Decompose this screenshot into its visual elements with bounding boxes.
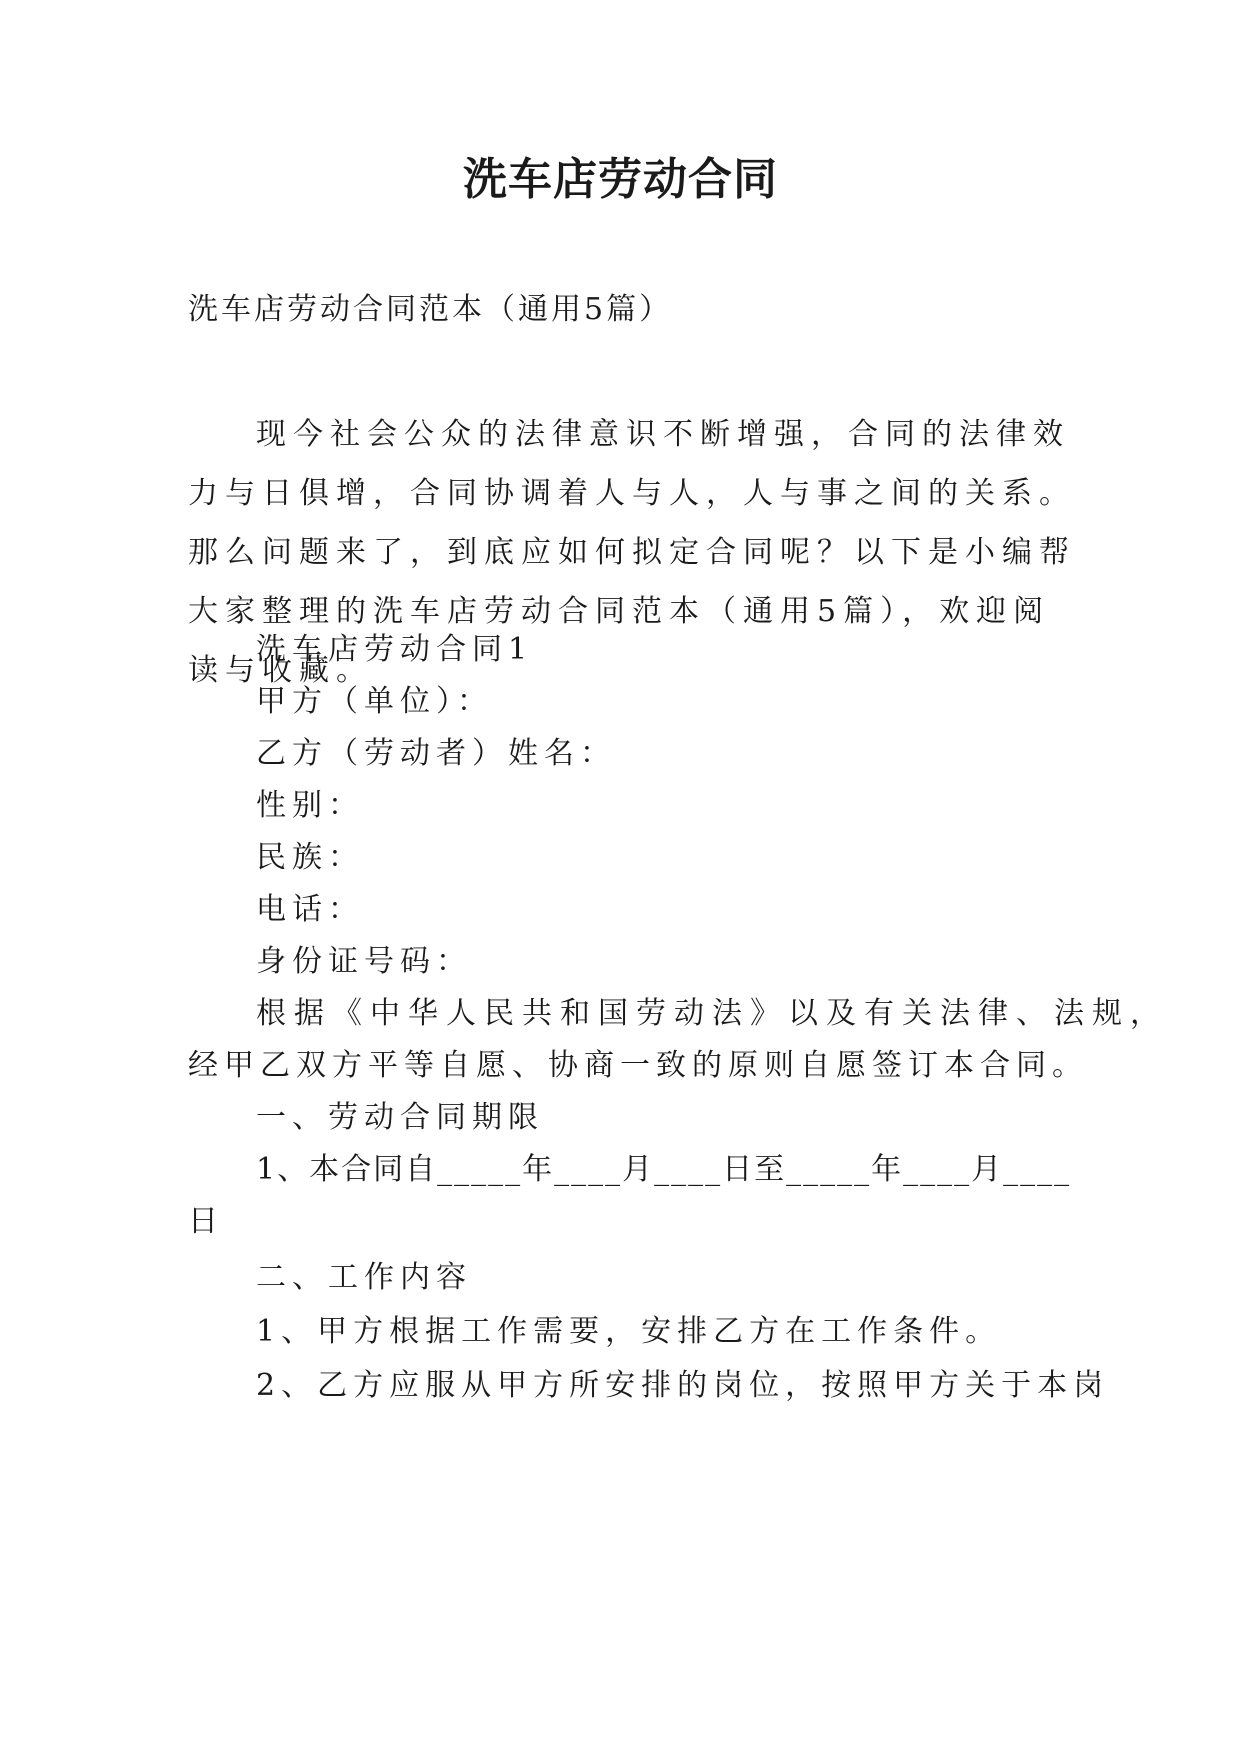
intro-paragraph: 现今社会公众的法律意识不断增强，合同的法律效力与日俱增，合同协调着人与人，人与事之间的关系。那么问题来了，到底应如何拟定合同呢？以下是小编帮大家整理的洗车店劳动合同范本（通用5篇），欢迎阅读与收藏。 [188, 417, 1076, 688]
legal-basis-line-1: 根据《中华人民共和国劳动法》以及有关法律、法规， [256, 996, 1168, 1031]
id-number-field: 身份证号码： [256, 944, 472, 979]
party-b-name-field: 乙方（劳动者）姓名： [256, 736, 616, 771]
clause-1-heading: 一、劳动合同期限 [256, 1100, 544, 1135]
clause-1-item-1-line-1: 1、本合同自_____年____月____日至_____年____月____ [256, 1152, 1072, 1187]
ethnicity-field: 民族： [256, 840, 364, 875]
clause-2-heading: 二、工作内容 [256, 1260, 472, 1295]
document-title: 洗车店劳动合同 [463, 154, 778, 205]
legal-basis-line-2: 经甲乙双方平等自愿、协商一致的原则自愿签订本合同。 [188, 1048, 1088, 1083]
clause-1-item-1-line-2: 日 [188, 1204, 224, 1239]
phone-field: 电话： [256, 892, 364, 927]
contract-1-heading: 洗车店劳动合同1 [256, 632, 534, 667]
document-subtitle: 洗车店劳动合同范本（通用5篇） [188, 292, 673, 327]
clause-2-item-2: 2、乙方应服从甲方所安排的岗位，按照甲方关于本岗 [256, 1368, 1110, 1403]
gender-field: 性别： [256, 788, 364, 823]
clause-2-item-1: 1、甲方根据工作需要，安排乙方在工作条件。 [256, 1314, 1002, 1349]
party-a-field: 甲方（单位）： [256, 684, 493, 719]
